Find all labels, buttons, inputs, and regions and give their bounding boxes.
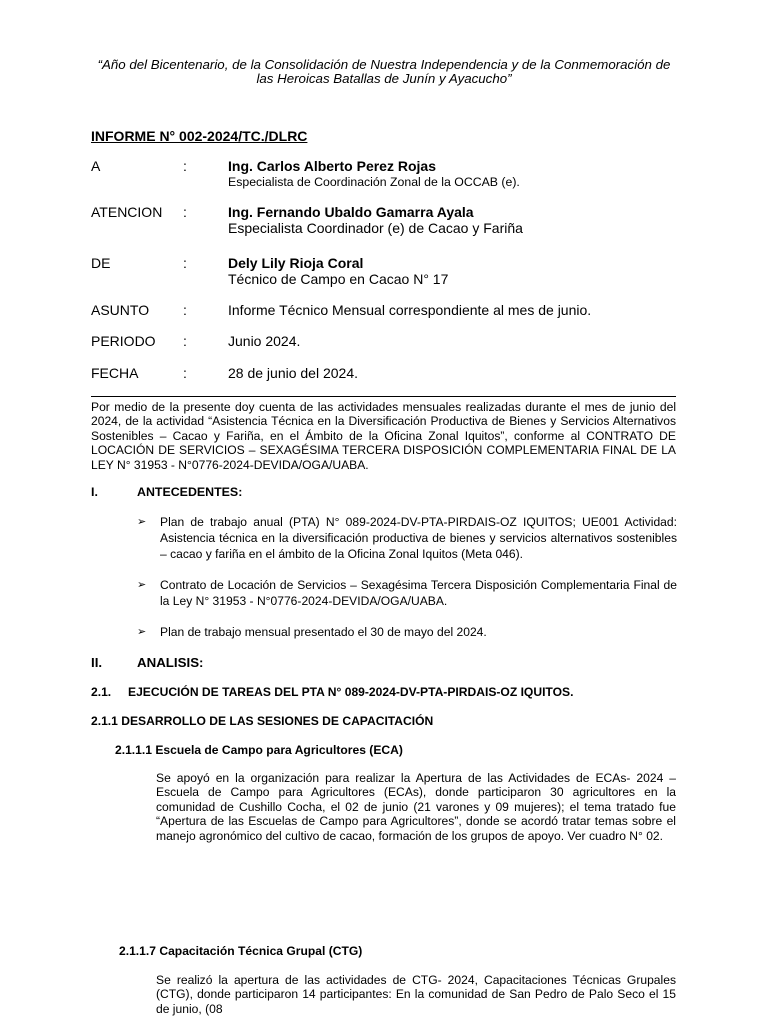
header-divider	[91, 396, 676, 397]
date-value: 28 de junio del 2024.	[228, 365, 358, 381]
sender-role: Técnico de Campo en Cacao N° 17	[228, 271, 449, 287]
attention-name: Ing. Fernando Ubaldo Gamarra Ayala	[228, 204, 474, 220]
subsection-number: 2.1.	[91, 685, 112, 699]
section-title: ANTECEDENTES:	[137, 485, 243, 499]
header-colon: :	[183, 365, 187, 381]
eca-paragraph: Se apoyó en la organización para realizar la Apertura de las Actividades de ECAs- 2024 – Escuela de Campo para Agricultores (ECAs), donde participaron 30 agricultores en la comunidad de Cushillo Cocha, el 02 de junio (21 varones y 09 mujeres); el tema tratado fue “Apertura de las Escuelas de Campo para Agricultores”, donde se acordó tratar temas sobre el manejo agronómico del cultivo de cacao, formación de los grupos de apoyo. Ver cuadro N° 02.	[156, 771, 676, 843]
subsection-2-1-1-heading: 2.1.1 DESARROLLO DE LAS SESIONES DE CAPACITACIÓN	[91, 714, 434, 728]
period-value: Junio 2024.	[228, 333, 301, 349]
header-label: ASUNTO	[91, 302, 150, 318]
header-label: A	[91, 158, 101, 174]
header-label: ATENCION	[91, 204, 163, 220]
subject-value: Informe Técnico Mensual correspondiente al mes de junio.	[228, 302, 592, 318]
recipient-name: Ing. Carlos Alberto Perez Rojas	[228, 158, 436, 174]
ctg-heading: 2.1.1.7 Capacitación Técnica Grupal (CTG)	[119, 944, 363, 958]
intro-paragraph: Por medio de la presente doy cuenta de las actividades mensuales realizadas durante el mes de junio del 2024, de la actividad “Asistencia Técnica en la Diversificación Productiva de Bienes y Servicios Alternativos Sostenibles – Cacao y Fariña, en el Ámbito de la Oficina Zonal Iquitos”, conforme al CONTRATO DE LOCACIÓN DE SERVICIOS – SEXAGÉSIMA TERCERA DISPOSICIÓN COMPLEMENTARIA FINAL DE LA LEY N° 31953 - N°0776-2024-DEVIDA/OGA/UABA.	[91, 400, 676, 472]
list-item	[137, 577, 677, 609]
header-colon: :	[183, 302, 187, 318]
header-label: PERIODO	[91, 333, 156, 349]
arrow-bullet-icon: ➢	[137, 579, 147, 591]
ctg-paragraph: Se realizó la apertura de las actividades de CTG- 2024, Capacitaciones Técnicas Grupales (CTG), donde participaron 14 participantes: En la comunidad de San Pedro de Palo Seco el 15 de junio, (08	[156, 973, 676, 1016]
list-item-text: Plan de trabajo mensual presentado el 30 de mayo del 2024.	[160, 625, 487, 639]
section-number: I.	[91, 485, 98, 499]
arrow-bullet-icon: ➢	[137, 516, 147, 528]
subsection-title: EJECUCIÓN DE TAREAS DEL PTA N° 089-2024-DV-PTA-PIRDAIS-OZ IQUITOS.	[128, 685, 574, 699]
list-item	[137, 514, 677, 562]
eca-heading: 2.1.1.1 Escuela de Campo para Agricultores (ECA)	[115, 743, 403, 757]
report-title: INFORME N° 002-2024/TC./DLRC	[91, 128, 308, 144]
header-colon: :	[183, 255, 187, 271]
list-item	[137, 624, 677, 640]
attention-role: Especialista Coordinador (e) de Cacao y Fariña	[228, 220, 523, 236]
section-title: ANALISIS:	[137, 655, 204, 670]
list-item-text: Plan de trabajo anual (PTA) N° 089-2024-DV-PTA-PIRDAIS-OZ IQUITOS; UE001 Actividad: Asistencia técnica en la diversificación productiva de bienes y servicios alternativos sostenibles – cacao y fariña en el ámbito de la Oficina Zonal Iquitos (Meta 046).	[160, 515, 677, 561]
header-colon: :	[183, 204, 187, 220]
header-colon: :	[183, 158, 187, 174]
arrow-bullet-icon: ➢	[137, 626, 147, 638]
header-label: FECHA	[91, 365, 139, 381]
list-item-text: Contrato de Locación de Servicios – Sexagésima Tercera Disposición Complementaria Final de la Ley N° 31953 - N°0776-2024-DEVIDA/OGA/UABA.	[160, 578, 677, 608]
header-colon: :	[183, 333, 187, 349]
section-number: II.	[91, 655, 103, 670]
sender-name: Dely Lily Rioja Coral	[228, 255, 364, 271]
header-label: DE	[91, 255, 111, 271]
recipient-role: Especialista de Coordinación Zonal de la OCCAB (e).	[228, 175, 520, 189]
motto-text: “Año del Bicentenario, de la Consolidación de Nuestra Independencia y de la Conmemoración de las Heroicas Batallas de Junín y Ayacucho”	[97, 57, 671, 86]
